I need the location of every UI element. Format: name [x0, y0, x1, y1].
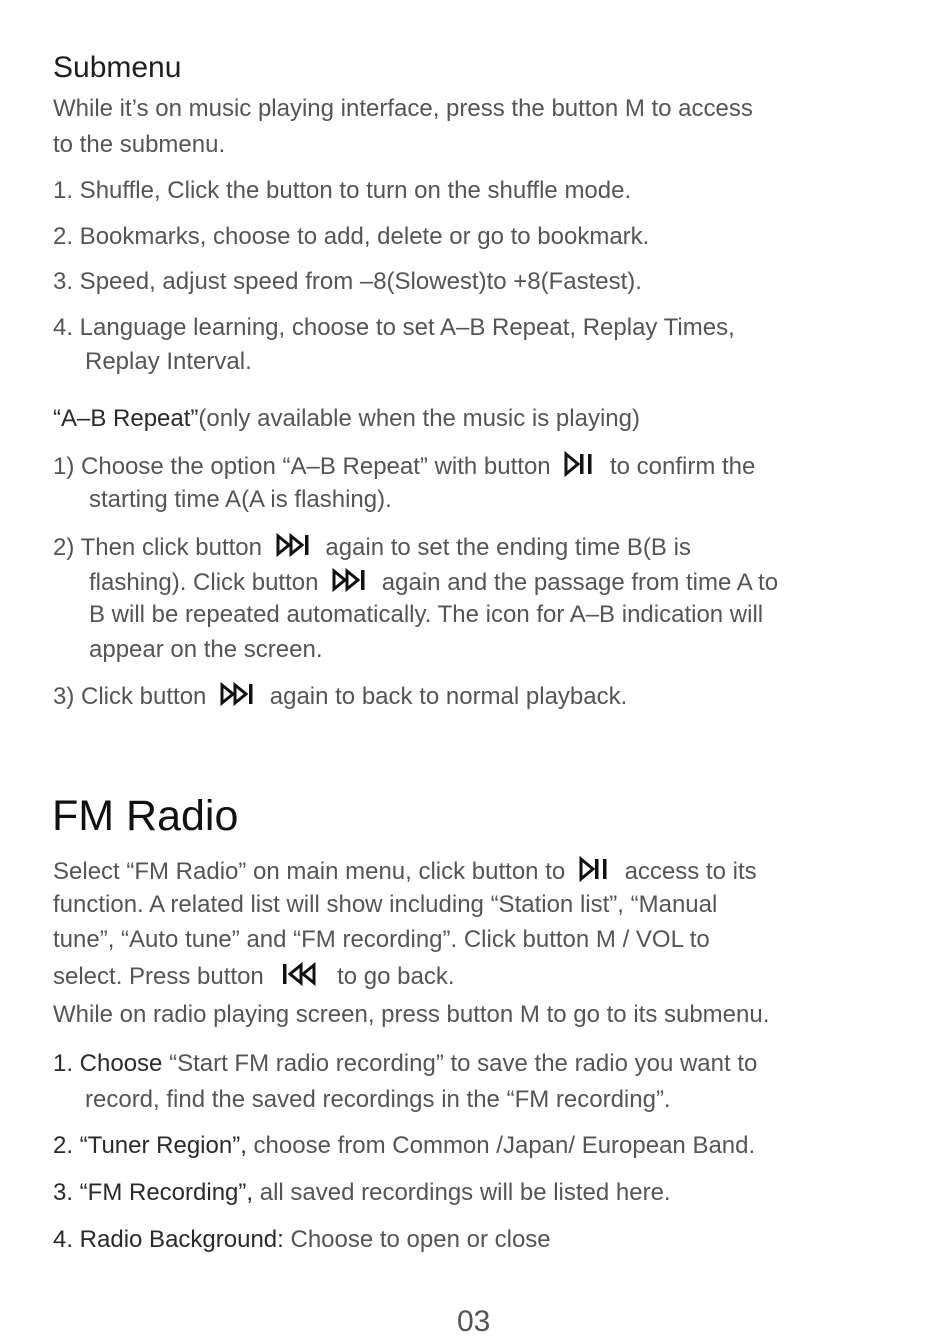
fm-p2: While on radio playing screen, press button M to go to its submenu. [53, 1001, 770, 1028]
ab-step2-line2 [89, 567, 778, 597]
fm-p1-text-b: access to its [624, 858, 757, 885]
fm-p1-text-a: Select “FM Radio” on main menu, click button to [53, 858, 566, 885]
next-icon [331, 567, 369, 593]
ab-step1-text-b: to confirm the [609, 453, 756, 480]
ab-step2-line3: B will be repeated automatically. The icon for A–B indication will [89, 601, 764, 628]
submenu-item-speed: 3. Speed, adjust speed from –8(Slowest)to +8(Fastest). [53, 268, 642, 295]
fm-item-recording-label: 3. “FM Recording”, [53, 1179, 254, 1206]
ab-step1-line2: starting time A(A is flashing). [89, 486, 392, 513]
page-number: 03 [457, 1305, 491, 1338]
fm-p1-line1 [53, 856, 757, 886]
ab-step2-line1 [53, 532, 691, 562]
fm-p1-line3: tune”, “Auto tune” and “FM recording”. Click button M / VOL to [53, 926, 710, 953]
ab-step2-text-c: flashing). Click button [89, 569, 319, 596]
fm-radio-title: FM Radio [52, 792, 239, 840]
fm-item-recording-text: all saved recordings will be listed here. [253, 1179, 671, 1206]
ab-step2-text-b: again to set the ending time B(B is [325, 534, 691, 561]
ab-repeat-heading [53, 405, 640, 433]
fm-p1-text-e: select. Press button [53, 963, 264, 990]
fm-item-choose-label: 1. Choose [53, 1050, 163, 1077]
submenu-title: Submenu [53, 51, 182, 84]
fm-item-choose-cont: record, find the saved recordings in the “FM recording”. [85, 1086, 671, 1113]
fm-item-tuner-text: choose from Common /Japan/ European Band. [246, 1132, 756, 1159]
submenu-intro-line1: While it’s on music playing interface, press the button M to access [53, 95, 753, 122]
fm-item-background-label: 4. Radio Background: [53, 1226, 284, 1253]
ab-step3-line1 [53, 681, 627, 711]
ab-step2-text-d: again and the passage from time A to [381, 569, 779, 596]
fm-item-tuner-region [53, 1132, 755, 1160]
fm-p1-line2: function. A related list will show including “Station list”, “Manual [53, 891, 718, 918]
submenu-item-language-cont: Replay Interval. [85, 348, 252, 375]
fm-item-background-text: Choose to open or close [283, 1226, 551, 1253]
ab-repeat-heading-label: “A–B Repeat” [53, 405, 199, 432]
ab-step3-text-a: 3) Click button [53, 683, 207, 710]
fm-item-tuner-label: 2. “Tuner Region”, [53, 1132, 247, 1159]
ab-step1-text-a: 1) Choose the option “A–B Repeat” with button [53, 453, 551, 480]
ab-step3-text-b: again to back to normal playback. [269, 683, 628, 710]
fm-p1-text-f: to go back. [337, 963, 455, 990]
next-icon [219, 681, 257, 707]
next-icon [275, 532, 313, 558]
fm-item-fm-recording [53, 1179, 671, 1207]
previous-icon [280, 961, 320, 987]
play-pause-icon [563, 451, 597, 477]
fm-p1-line4 [53, 961, 455, 991]
ab-repeat-heading-note: (only available when the music is playing) [198, 405, 640, 432]
fm-item-choose [53, 1050, 757, 1078]
ab-step2-line4: appear on the screen. [89, 636, 323, 663]
submenu-item-bookmarks: 2. Bookmarks, choose to add, delete or go to bookmark. [53, 223, 650, 250]
submenu-item-shuffle: 1. Shuffle, Click the button to turn on the shuffle mode. [53, 177, 632, 204]
fm-item-choose-text: “Start FM radio recording” to save the radio you want to [162, 1050, 758, 1077]
fm-item-radio-background [53, 1226, 551, 1254]
ab-step1-line1 [53, 451, 755, 481]
submenu-item-language: 4. Language learning, choose to set A–B Repeat, Replay Times, [53, 314, 735, 341]
ab-step2-text-a: 2) Then click button [53, 534, 263, 561]
submenu-intro-line2: to the submenu. [53, 131, 226, 158]
play-pause-icon [578, 856, 612, 882]
